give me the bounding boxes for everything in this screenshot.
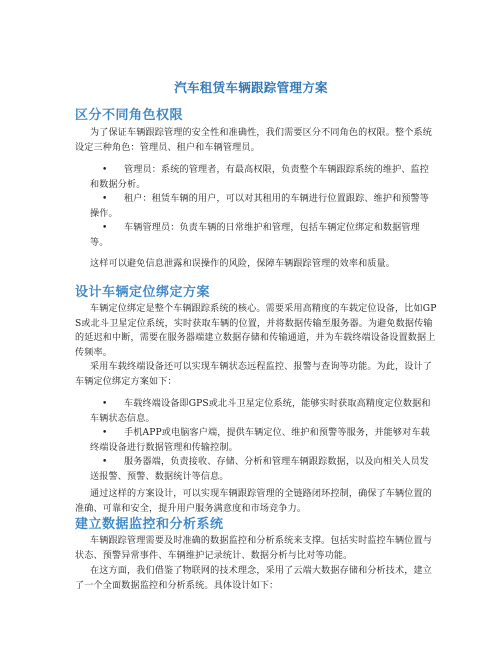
bullet-icon: • <box>102 428 108 438</box>
list-item-text: 管理员：系统的管理者，有最高权限，负责整个车辆跟踪系统的维护、监控和数据分析。 <box>90 165 430 190</box>
section-binding-outro: 通过这样的方案设计，可以实现车辆跟踪管理的全链路闭环控制，确保了车辆位置的准确、可靠和安全，提升用户服务满意度和市场竞争力。 <box>75 489 433 514</box>
list-item <box>90 163 437 192</box>
section-heading-roles: 区分不同角色权限 <box>75 108 184 123</box>
list-item-text: 车载终端设备即GPS或北斗卫星定位系统，能够实时获取高精度定位数据和车辆状态信息。 <box>90 399 431 424</box>
section-binding-para1: 车辆定位绑定是整个车辆跟踪系统的核心。需要采用高精度的车载定位设备，比如GPS或北斗卫星定位系统，实时获取车辆的位置，并将数据传输至服务器。为避免数据传输的延迟和中断，需要在服务器端建立数据存储和传输通道，并为车载终端设备设置数据上传频率。 <box>75 304 437 358</box>
bullet-icon: • <box>102 165 108 175</box>
list-item <box>90 426 437 455</box>
bullet-icon: • <box>102 194 108 204</box>
bullet-icon: • <box>102 399 108 409</box>
list-item <box>90 397 437 426</box>
bullet-icon: • <box>102 457 108 467</box>
section-heading-monitoring: 建立数据监控和分析系统 <box>75 517 224 532</box>
section-monitoring-para2: 在这方面，我们借鉴了物联网的技术理念，采用了云端大数据存储和分析技术，建立了一个全面数据监控和分析系统。具体设计如下： <box>75 566 433 591</box>
section-binding-para2: 采用车载终端设备还可以实现车辆状态远程监控、报警与查询等功能。为此，设计了车辆定位绑定方案如下： <box>75 362 433 387</box>
list-item-text: 手机APP或电脑客户端，提供车辆定位、维护和预警等服务，并能够对车载终端设备进行数据管理和传输控制。 <box>90 428 430 453</box>
section-roles-outro: 这样可以避免信息泄露和误操作的风险，保障车辆跟踪管理的效率和质量。 <box>90 259 396 269</box>
list-item-text: 服务器端，负责接收、存储、分析和管理车辆跟踪数据，以及向相关人员发送报警、预警、数据统计等信息。 <box>90 457 430 482</box>
section-roles-intro: 为了保证车辆跟踪管理的安全性和准确性，我们需要区分不同角色的权限。整个系统设定三种角色：管理员、租户和车辆管理员。 <box>75 128 433 153</box>
list-item <box>90 455 437 484</box>
list-item-text: 车辆管理员：负责车辆的日常维护和管理，包括车辆定位绑定和数据管理等。 <box>90 223 420 248</box>
list-item <box>90 221 437 250</box>
list-item-text: 租户：租赁车辆的用户，可以对其租用的车辆进行位置跟踪、维护和预警等操作。 <box>90 194 430 219</box>
document-title: 汽车租赁车辆跟踪管理方案 <box>174 80 328 95</box>
section-monitoring-para1: 车辆跟踪管理需要及时准确的数据监控和分析系统来支撑。包括实时监控车辆位置与状态、预警异常事件、车辆维护记录统计、数据分析与比对等功能。 <box>75 536 433 561</box>
section-heading-binding: 设计车辆定位绑定方案 <box>75 285 211 300</box>
bullet-icon: • <box>102 223 108 233</box>
list-item <box>90 192 437 221</box>
